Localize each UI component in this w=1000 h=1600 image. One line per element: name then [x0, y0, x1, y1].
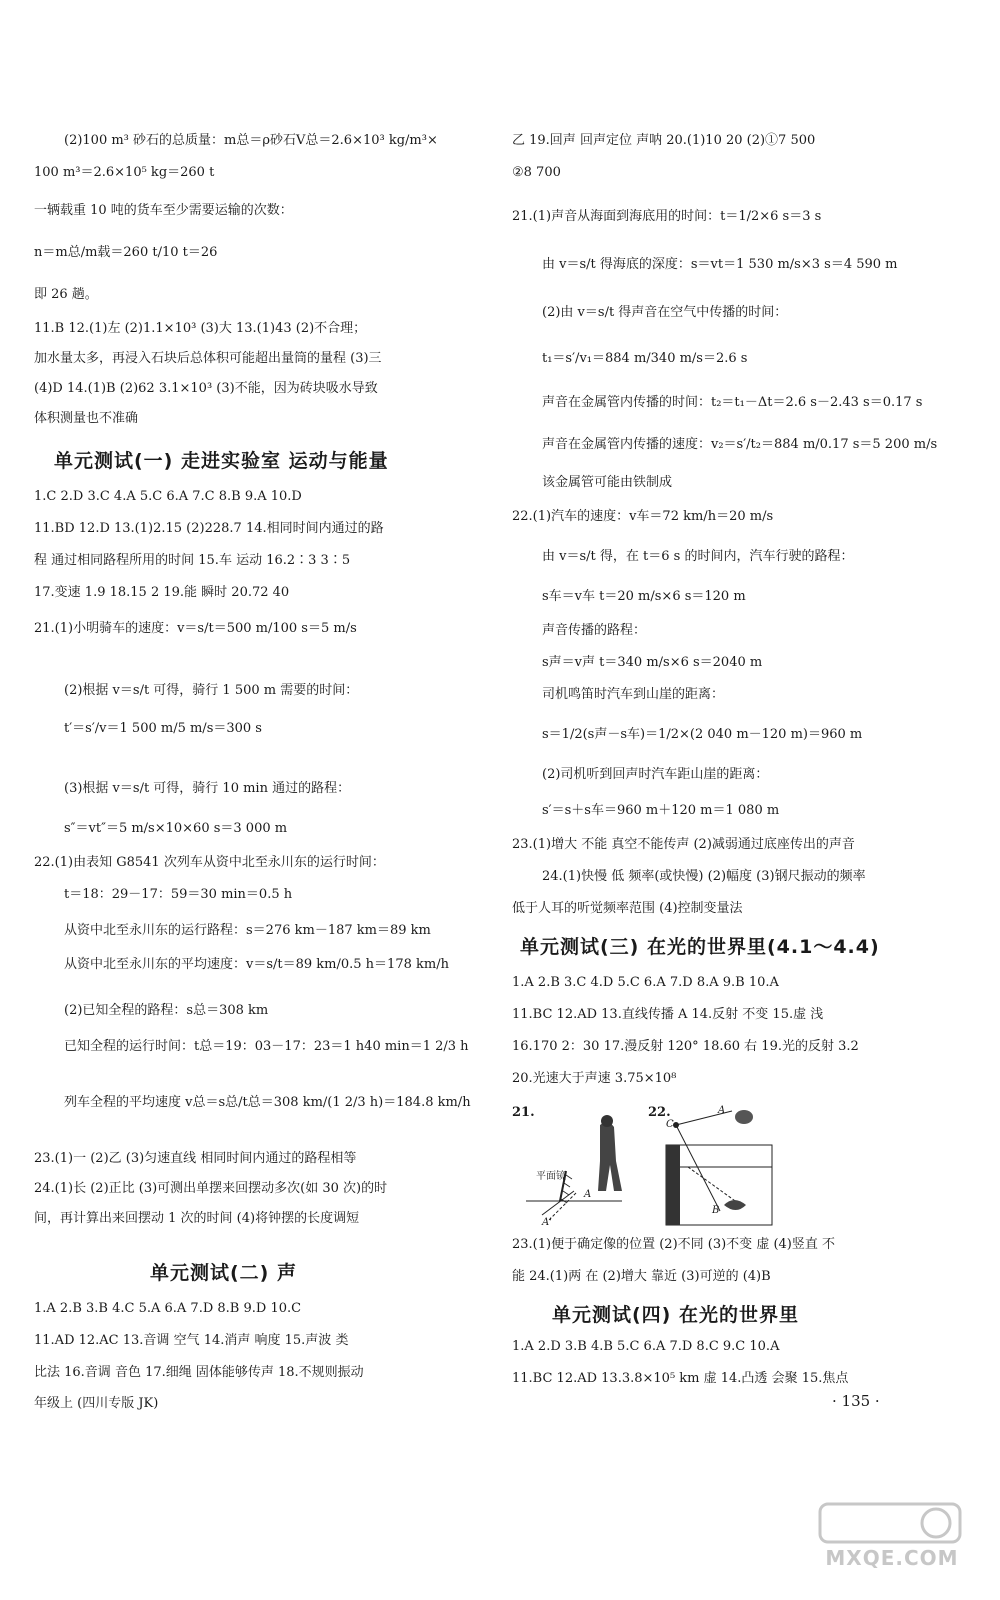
text-line: t₁＝s′/v₁＝884 m/340 m/s＝2.6 s	[542, 351, 748, 366]
text-line: 间，再计算出来回摆动 1 次的时间 (4)将钟摆的长度调短	[34, 1211, 360, 1226]
text-line: t′＝s′/v＝1 500 m/5 m/s＝300 s	[64, 721, 262, 736]
text-line: 体积测量也不准确	[34, 411, 139, 426]
text-line: 1.C 2.D 3.C 4.A 5.C 6.A 7.C 8.B 9.A 10.D	[34, 489, 302, 504]
text-line: s″＝vt″＝5 m/s×10×60 s＝3 000 m	[64, 821, 288, 836]
figure-number: 22.	[648, 1105, 671, 1120]
text-line: 声音传播的路程：	[542, 623, 647, 638]
text-line: 低于人耳的听觉频率范围 (4)控制变量法	[512, 901, 743, 916]
text-line: (2)已知全程的路程：s总＝308 km	[64, 1003, 269, 1018]
point-a-image-label: A'	[542, 1217, 552, 1228]
text-line: 该金属管可能由铁制成	[542, 475, 673, 490]
text-line: 23.(1)便于确定像的位置 (2)不同 (3)不变 虚 (4)竖直 不	[512, 1237, 835, 1252]
text-line: s车＝v车 t＝20 m/s×6 s＝120 m	[542, 589, 746, 604]
text-line: 20.光速大于声速 3.75×10⁸	[512, 1071, 677, 1086]
bird-figure	[735, 1110, 753, 1124]
point-c-label: C	[666, 1119, 674, 1130]
text-line: (2)司机听到回声时汽车距山崖的距离：	[542, 767, 769, 782]
ray-to-b	[676, 1125, 720, 1211]
girl-head	[601, 1115, 613, 1127]
mirror-diagram	[512, 1105, 642, 1230]
section-heading-unit2: 单元测试(二) 声	[150, 1262, 297, 1284]
text-line: 乙 19.回声 回声定位 声呐 20.(1)10 20 (2)①7 500	[512, 133, 816, 148]
section-heading-unit1: 单元测试(一) 走进实验室 运动与能量	[54, 450, 389, 472]
text-line: 即 26 趟。	[34, 287, 98, 302]
text-line: 声音在金属管内传播的时间：t₂＝t₁－Δt＝2.6 s－2.43 s＝0.17 s	[542, 395, 923, 410]
text-line: 21.(1)小明骑车的速度：v＝s/t＝500 m/100 s＝5 m/s	[34, 621, 357, 636]
text-line: 一辆载重 10 吨的货车至少需要运输的次数：	[34, 203, 293, 218]
text-line: 22.(1)由表知 G8541 次列车从资中北至永川东的运行时间：	[34, 855, 385, 870]
text-line: 比法 16.音调 音色 17.细绳 固体能够传声 18.不规则振动	[34, 1365, 364, 1380]
watermark-icon	[812, 1498, 972, 1548]
text-line: 司机鸣笛时汽车到山崖的距离：	[542, 687, 725, 702]
figure-21-plane-mirror	[512, 1105, 642, 1230]
text-line: n＝m总/m载＝260 t/10 t＝26	[34, 245, 218, 260]
text-line: 22.(1)汽车的速度：v车＝72 km/h＝20 m/s	[512, 509, 774, 524]
watermark-text: MXQE.COM	[825, 1546, 959, 1570]
text-line: 由 v＝s/t 得海底的深度：s＝vt＝1 530 m/s×3 s＝4 590 m	[542, 257, 898, 272]
text-line: s＝1/2(s声－s车)＝1/2×(2 040 m－120 m)＝960 m	[542, 727, 863, 742]
text-line: s′＝s＋s车＝960 m＋120 m＝1 080 m	[542, 803, 780, 818]
text-line: 24.(1)长 (2)正比 (3)可测出单摆来回摆动多次(如 30 次)的时	[34, 1181, 388, 1196]
text-line: 24.(1)快慢 低 频率(或快慢) (2)幅度 (3)钢尺振动的频率	[542, 869, 866, 884]
text-line: 声音在金属管内传播的速度：v₂＝s′/t₂＝884 m/0.17 s＝5 200 m/s	[542, 437, 938, 452]
watermark-logo	[812, 1498, 972, 1582]
figure-number: 21.	[512, 1105, 535, 1120]
girl-figure	[598, 1122, 622, 1191]
text-line: (4)D 14.(1)B (2)62 3.1×10³ (3)不能，因为砖块吸水导致	[34, 381, 378, 396]
text-line: 11.BD 12.D 13.(1)2.15 (2)228.7 14.相同时间内通过的路	[34, 521, 384, 536]
text-line: (3)根据 v＝s/t 可得，骑行 10 min 通过的路程：	[64, 781, 351, 796]
text-line: s声＝v声 t＝340 m/s×6 s＝2040 m	[542, 655, 763, 670]
text-line: (2)100 m³ 砂石的总质量：m总＝ρ砂石V总＝2.6×10³ kg/m³×	[64, 133, 438, 148]
text-line: 11.BC 12.AD 13.直线传播 A 14.反射 不变 15.虚 浅	[512, 1007, 824, 1022]
text-line: 17.变速 1.9 18.15 2 19.能 瞬时 20.72 40	[34, 585, 290, 600]
page-number: · 135 ·	[832, 1392, 880, 1410]
fish-figure	[724, 1200, 746, 1210]
section-heading-unit3: 单元测试(三) 在光的世界里(4.1～4.4)	[520, 936, 880, 958]
text-line: 23.(1)增大 不能 真空不能传声 (2)减弱通过底座传出的声音	[512, 837, 855, 852]
text-line: (2)由 v＝s/t 得声音在空气中传播的时间：	[542, 305, 788, 320]
point-a-label: A	[718, 1105, 726, 1116]
container-wall	[666, 1145, 680, 1225]
footer-edition: 年级上 (四川专版 JK)	[34, 1396, 159, 1411]
text-line: ②8 700	[512, 165, 561, 180]
text-line: 21.(1)声音从海面到海底用的时间：t＝1/2×6 s＝3 s	[512, 209, 822, 224]
text-line: 11.B 12.(1)左 (2)1.1×10³ (3)大 13.(1)43 (2)不合理；	[34, 321, 367, 336]
text-line: (2)根据 v＝s/t 可得，骑行 1 500 m 需要的时间：	[64, 683, 359, 698]
text-line: 23.(1)一 (2)乙 (3)匀速直线 相同时间内通过的路程相等	[34, 1151, 357, 1166]
text-line: 能 24.(1)两 在 (2)增大 靠近 (3)可逆的 (4)B	[512, 1269, 771, 1284]
text-line: 16.170 2：30 17.漫反射 120° 18.60 右 19.光的反射 3.2	[512, 1039, 859, 1054]
text-line: 1.A 2.B 3.B 4.C 5.A 6.A 7.D 8.B 9.D 10.C	[34, 1301, 302, 1316]
text-line: 由 v＝s/t 得，在 t＝6 s 的时间内，汽车行驶的路程：	[542, 549, 854, 564]
mirror-label: 平面镜	[536, 1171, 566, 1182]
point-a-label: A	[584, 1189, 592, 1200]
point-b-label: B	[712, 1205, 720, 1216]
text-line: 1.A 2.B 3.C 4.D 5.C 6.A 7.D 8.A 9.B 10.A	[512, 975, 779, 990]
text-line: 100 m³＝2.6×10⁵ kg＝260 t	[34, 165, 215, 180]
text-line: 列车全程的平均速度 v总＝s总/t总＝308 km/(1 2/3 h)＝184.8 km/h	[64, 1095, 471, 1110]
text-line: 已知全程的运行时间：t总＝19：03－17：23＝1 h40 min＝1 2/3 h	[64, 1039, 469, 1054]
text-line: 从资中北至永川东的运行路程：s＝276 km－187 km＝89 km	[64, 923, 431, 938]
section-heading-unit4: 单元测试(四) 在光的世界里	[552, 1304, 799, 1326]
text-line: 程 通过相同路程所用的时间 15.车 运动 16.2∶3 3∶5	[34, 553, 351, 568]
text-line: 加水量太多，再浸入石块后总体积可能超出量筒的量程 (3)三	[34, 351, 382, 366]
figure-22-reflection	[648, 1105, 788, 1230]
text-line: 11.AD 12.AC 13.音调 空气 14.消声 响度 15.声波 类	[34, 1333, 349, 1348]
text-line: 1.A 2.D 3.B 4.B 5.C 6.A 7.D 8.C 9.C 10.A	[512, 1339, 780, 1354]
text-line: t＝18：29－17：59＝30 min＝0.5 h	[64, 887, 293, 902]
text-line: 11.BC 12.AD 13.3.8×10⁵ km 虚 14.凸透 会聚 15.焦点	[512, 1371, 849, 1386]
text-line: 从资中北至永川东的平均速度：v＝s/t＝89 km/0.5 h＝178 km/h	[64, 957, 449, 972]
